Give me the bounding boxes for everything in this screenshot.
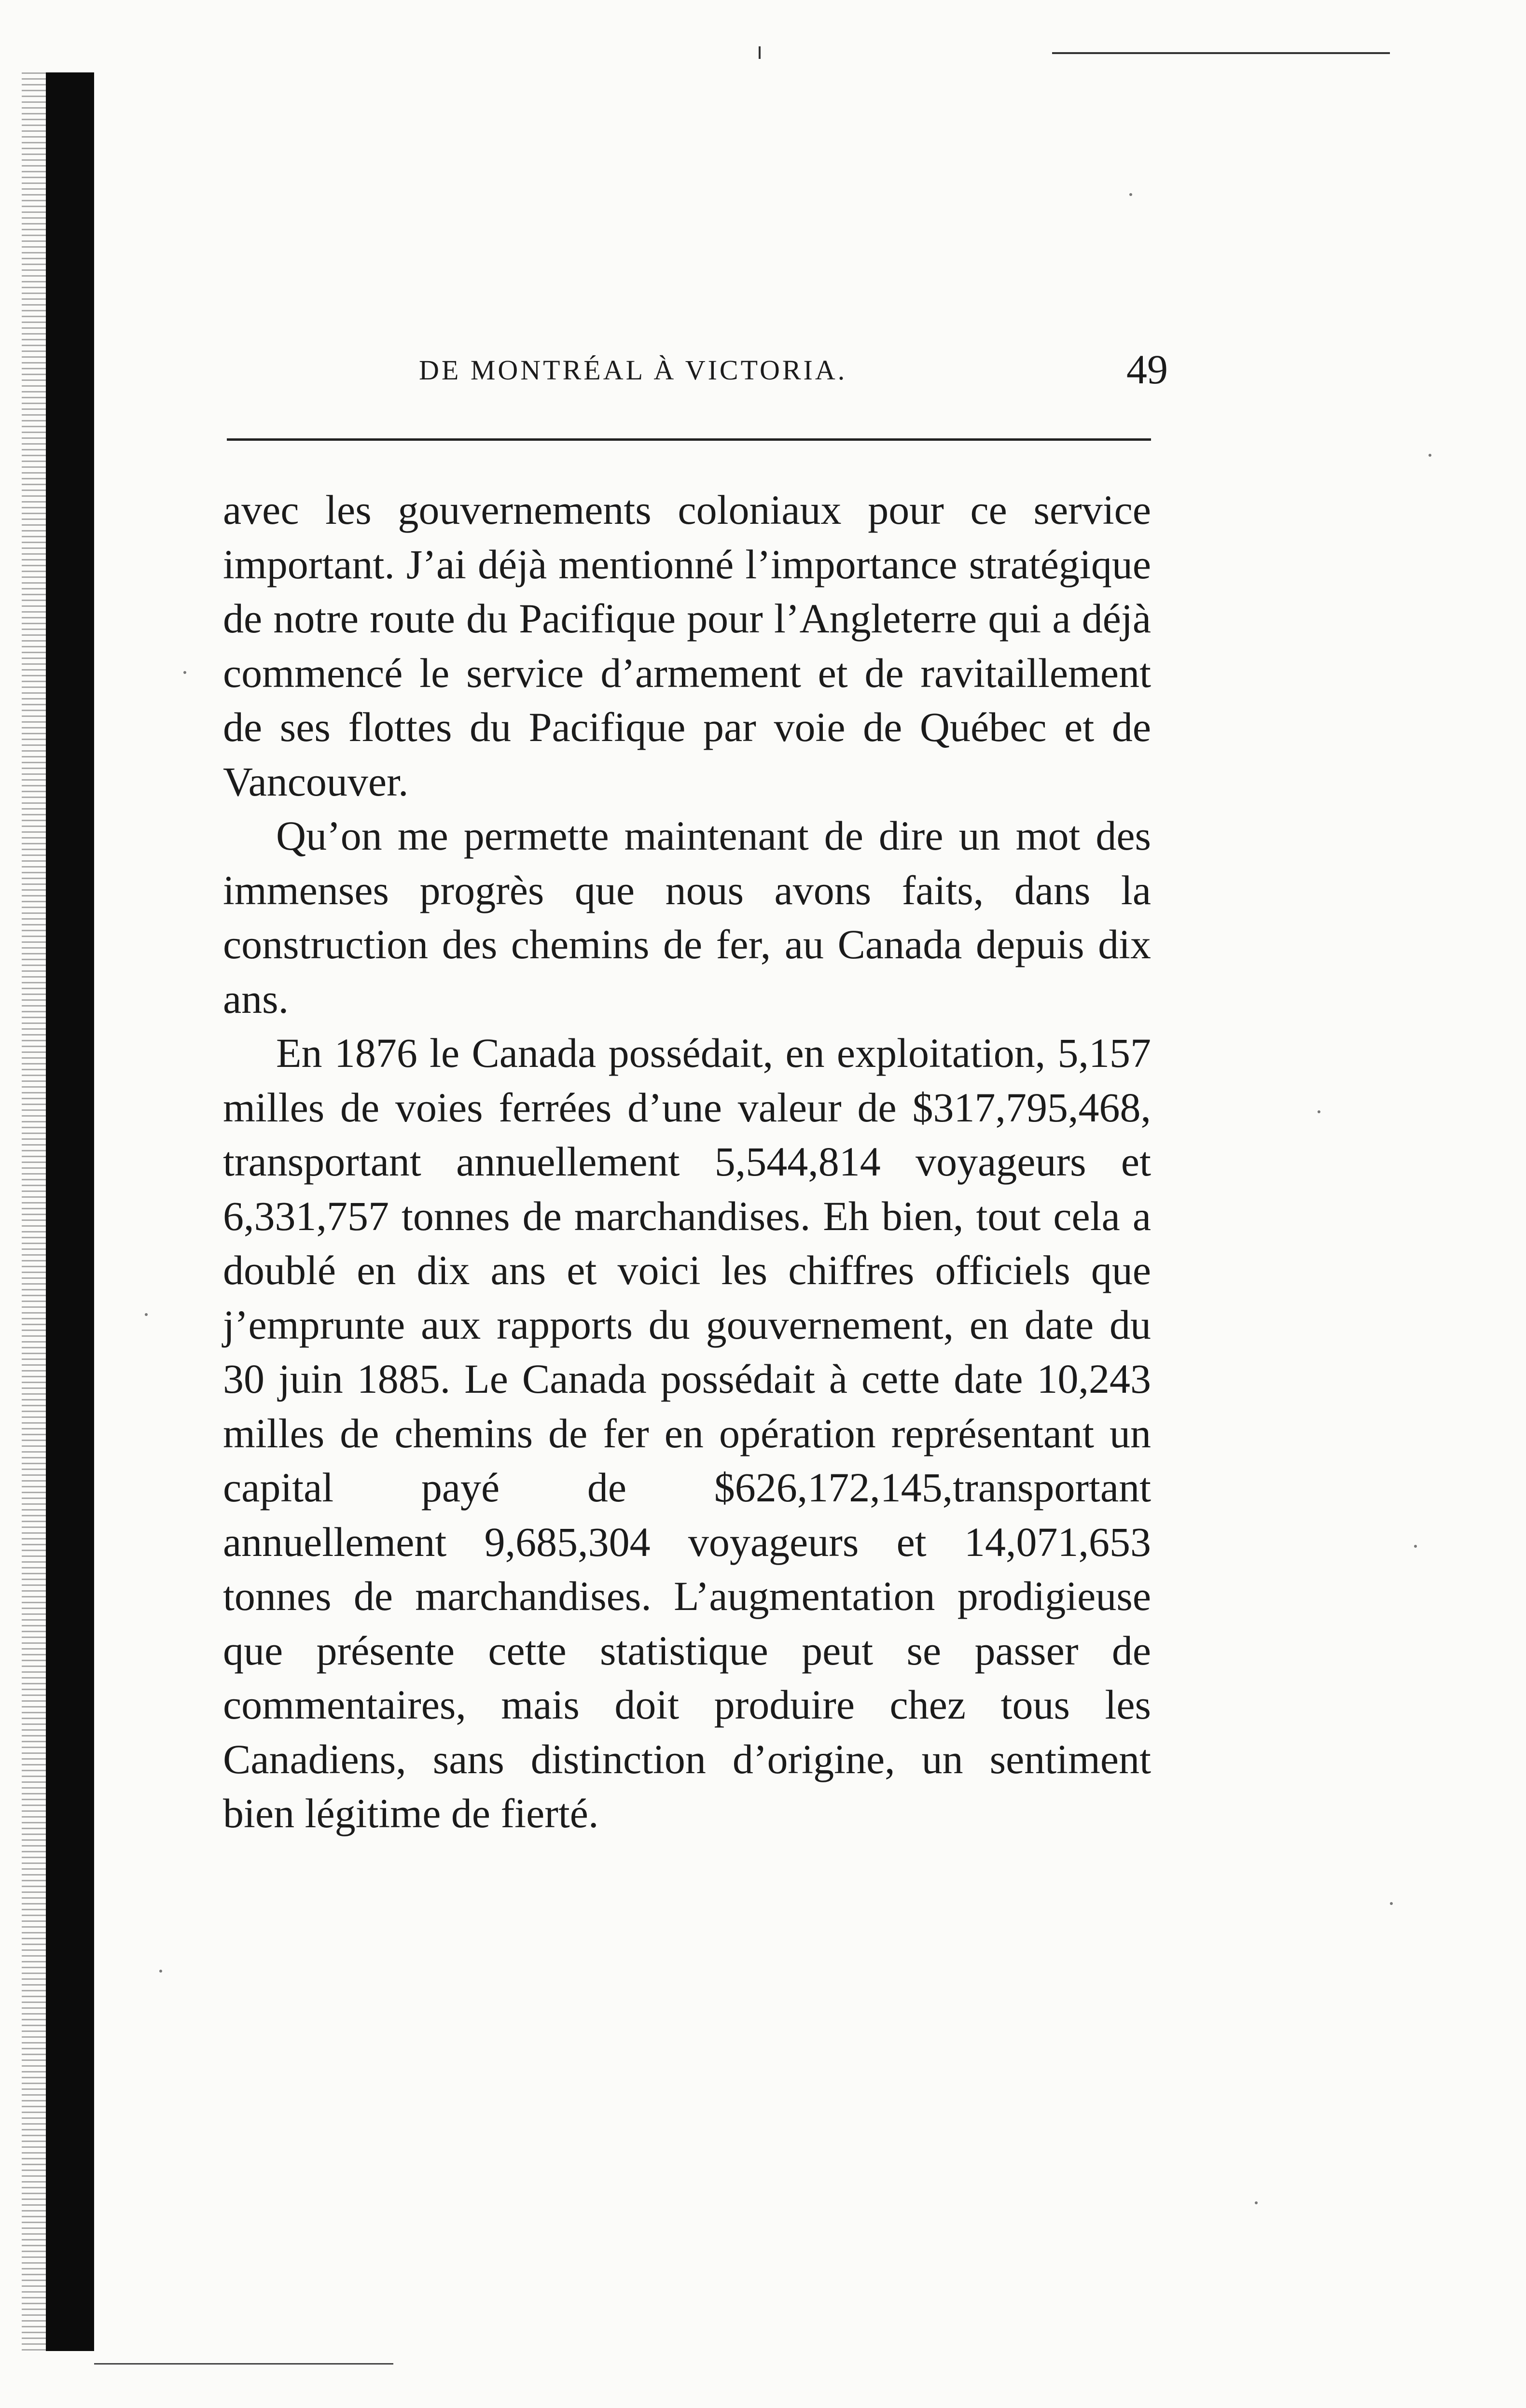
running-title: DE MONTRÉAL À VICTORIA.: [419, 354, 847, 386]
scan-edge-rule: [1052, 52, 1390, 54]
page-number: 49: [1126, 346, 1168, 392]
binding-edge-shadow: [22, 72, 46, 2351]
paragraph: En 1876 le Canada possédait, en exploitation, 5,157 milles de voies ferrées d’une valeur de $317,795,468, transportant annuellement 5,544,814 voyageurs et 6,331,757 tonnes de marchandises. Eh bien, tout cela a doublé en dix ans et voici les chiffres officiels que j’emprunte aux rapports du gouvernement, en date du 30 juin 1885. Le Canada possédait à cette date 10,243 milles de chemins de fer en opération représentant un capital payé de $626,172,145,transportant annuellement 9,685,304 voyageurs et 14,071,653 tonnes de marchandises. L’augmentation prodigieuse que présente cette statistique peut se passer de commentaires, mais doit produire chez tous les Canadiens, sans distinction d’origine, un sentiment bien légitime de fierté.: [223, 1030, 1151, 1836]
page-header: [227, 345, 1168, 398]
body-text: [223, 483, 1151, 1841]
scan-bottom-edge: [94, 2363, 393, 2365]
paragraph: Qu’on me permette maintenant de dire un mot des immenses progrès que nous avons faits, dans la construction des chemins de fer, au Canada depuis dix ans.: [223, 812, 1151, 1022]
scan-mark: [759, 46, 761, 59]
paragraph: avec les gouvernements coloniaux pour ce service important. J’ai déjà mentionné l’importance stratégique de notre route du Pacifique pour l’Angleterre qui a déjà commencé le service d’armement et de ravitaillement de ses flottes du Pacifique par voie de Québec et de Vancouver.: [223, 487, 1151, 805]
header-rule: [227, 438, 1151, 441]
binding-spine: [46, 72, 94, 2351]
